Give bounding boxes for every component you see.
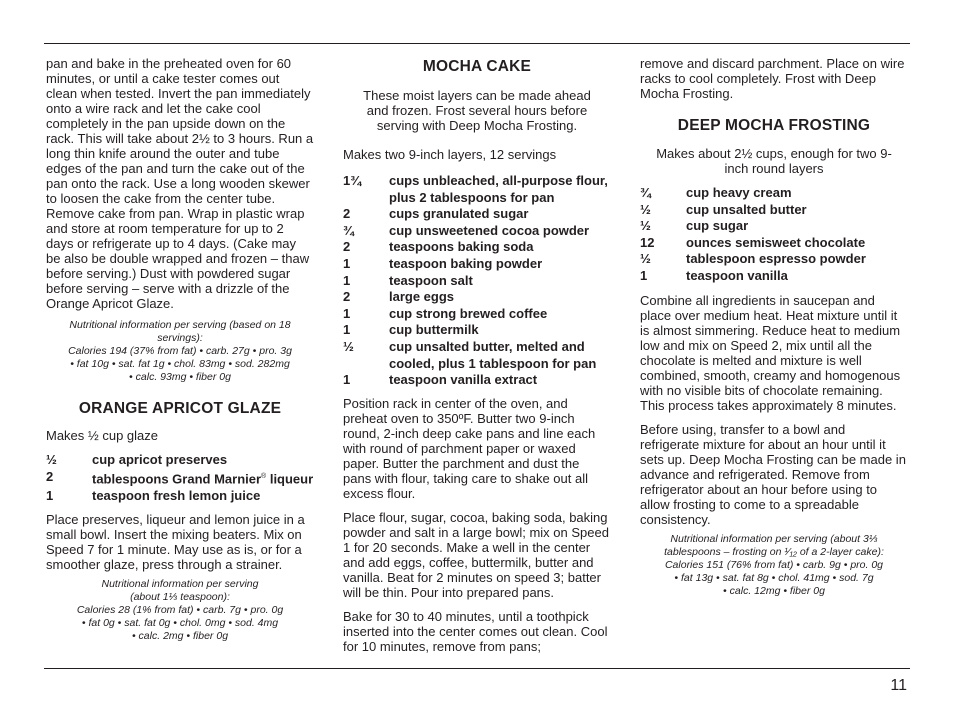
- ingredient-item: teaspoon fresh lemon juice: [92, 487, 261, 503]
- ingredient-item: cups unbleached, all-purpose flour, plus 2 tablespoons for pan: [389, 173, 608, 205]
- mocha-cake-method-2: Place flour, sugar, cocoa, baking soda, baking powder and salt in a large bowl; mix on Speed 1 for 20 seconds. Make a well in the center and add eggs, coffee, buttermilk, butter and vanilla. Beat for 2 minutes on speed 3; batter will be thin. Pour into prepared pans.: [343, 509, 609, 600]
- cake-method-continued: pan and bake in the preheated oven for 60 minutes, or until a cake tester comes out clean when tested. Invert the pan immediately onto a wire rack and let the cake cool completely in the pan upside down on the rack. This will take about 2½ to 3 hours. Run a long thin knife around the outer and tube edges of the pan and turn the cake out of the pan onto the rack. Use a long wooden skewer to loosen the cake from the center tube. Remove cake from pan. Wrap in plastic wrap and store at room temperature for up to 2 days or refrigerate up to 4 days. (Cake may be also be double wrapped and frozen – thaw before serving.) Dust with powdered sugar before serving – serve with a drizzle of the Orange Apricot Glaze.: [46, 56, 314, 311]
- glaze-title: ORANGE APRICOT GLAZE: [78, 400, 282, 417]
- mocha-cake-makes: Makes two 9-inch layers, 12 servings: [343, 147, 557, 162]
- ingredient-item: ounces semisweet chocolate: [686, 234, 866, 250]
- mocha-cake-ingredients: [343, 173, 611, 389]
- glaze-nutrition: Nutritional information per serving (about 1⅓ teaspoon): Calories 28 (1% from fat) • carb. 7g • pro. 0g • fat 0g • sat. fat 0g • chol. 0mg • sod. 4mg • calc. 2mg • fiber 0g: [76, 578, 284, 643]
- glaze-ingredients: [46, 452, 314, 504]
- ingredient-row: [46, 469, 314, 488]
- top-rule: [44, 43, 910, 44]
- ingredient-item: teaspoon vanilla: [686, 267, 788, 283]
- ingredient-row: [46, 452, 314, 469]
- ingredient-item: cup apricot preserves: [92, 452, 228, 467]
- ingredient-item: cup heavy cream: [686, 185, 792, 200]
- ingredient-row: [343, 223, 611, 240]
- ingredient-row: [343, 173, 611, 206]
- ingredient-item: teaspoon baking powder: [389, 255, 543, 271]
- ingredient-row: [343, 206, 611, 223]
- ingredient-item: cup unsweetened cocoa powder: [389, 222, 590, 238]
- cake-nutrition: Nutritional information per serving (based on 18 servings): Calories 194 (37% from fat) • carb. 27g • pro. 3g • fat 10g • sat. fat 1g • chol. 83mg • sod. 282mg • calc. 93mg • fiber 0g: [68, 319, 292, 383]
- ingredient-row: [640, 202, 908, 219]
- mocha-cake-method-continued: remove and discard parchment. Place on wire racks to cool completely. Frost with Deep Mocha Frosting.: [640, 56, 905, 101]
- mocha-cake-intro: These moist layers can be made ahead and frozen. Frost several hours before serving with Deep Mocha Frosting.: [363, 88, 591, 133]
- ingredient-qty: 1: [46, 487, 54, 503]
- ingredient-qty: ½: [640, 218, 651, 234]
- ingredient-row: [343, 322, 611, 339]
- frosting-method-1: Combine all ingredients in saucepan and place over medium heat. Heat mixture until it is almost simmering. Reduce heat to medium low and mix on Speed 2, mix until all the chocolate is melted and mixture is well combined, smooth, creamy and homogenous with no visible bits of chocolate remaining. This process takes approximately 8 minutes.: [640, 292, 901, 413]
- ingredient-qty: 2: [343, 239, 351, 255]
- ingredient-qty: 1: [343, 322, 351, 338]
- ingredient-qty: 2: [343, 289, 351, 305]
- ingredient-row: [343, 306, 611, 323]
- ingredient-qty: 2: [343, 206, 351, 222]
- ingredient-qty: 1¾: [343, 173, 362, 188]
- ingredient-item: tablespoon espresso powder: [686, 251, 866, 267]
- ingredient-row: [640, 268, 908, 285]
- ingredient-row: [640, 185, 908, 202]
- frosting-method-2: Before using, transfer to a bowl and refrigerate mixture for about an hour until it sets up. Deep Mocha Frosting can be made in advance and refrigerated. Remove from refrigerator about an hour before using to allow frosting to come to a spreadable consistency.: [640, 421, 906, 527]
- ingredient-row: [640, 235, 908, 252]
- ingredient-item: large eggs: [389, 289, 455, 305]
- ingredient-qty: ½: [640, 201, 651, 217]
- ingredient-item: cup buttermilk: [389, 322, 479, 338]
- ingredient-item: cup strong brewed coffee: [389, 305, 548, 321]
- registered-mark: ®: [261, 472, 267, 480]
- column-1: [46, 56, 314, 643]
- glaze-method: Place preserves, liqueur and lemon juice in a small bowl. Insert the mixing beaters. Mix on Speed 7 for 1 minute. May use as is, or for a smoother glaze, press through a strainer.: [46, 512, 305, 573]
- mocha-cake-method-1: Position rack in center of the oven, and preheat oven to 350ºF. Butter two 9-inch round, 2-inch deep cake pans and line each with round of parchment paper or waxed paper. Butter the parchment and dust the pans with flour, taking care to shake out all excess flour.: [343, 395, 596, 501]
- column-3: [640, 56, 908, 598]
- ingredient-row: [343, 273, 611, 290]
- ingredient-item: tablespoons Grand Marnier® liqueur: [92, 470, 314, 486]
- mocha-cake-method-3: Bake for 30 to 40 minutes, until a toothpick inserted into the center comes out clean. Cool for 10 minutes, remove from pans;: [343, 608, 608, 654]
- frosting-title: DEEP MOCHA FROSTING: [677, 117, 871, 134]
- page-number: 11: [890, 677, 907, 694]
- ingredient-qty: 1: [343, 272, 351, 288]
- glaze-makes: Makes ½ cup glaze: [46, 428, 159, 443]
- ingredient-row: [640, 251, 908, 268]
- ingredient-row: [640, 218, 908, 235]
- ingredient-qty: 1: [343, 305, 351, 321]
- ingredient-item: cup sugar: [686, 218, 749, 234]
- ingredient-qty: 1: [343, 255, 351, 271]
- ingredient-row: [46, 488, 314, 505]
- ingredient-qty: 2: [46, 468, 54, 484]
- ingredient-row: [343, 339, 611, 372]
- frosting-nutrition: Nutritional information per serving (about 3⅓ tablespoons – frosting on ¹⁄₁₂ of a 2-layer cake): Calories 151 (76% from fat) • carb. 9g • pro. 0g • fat 13g • sat. fat 8g • chol. 41mg • sod. 7g • calc. 12mg • fiber 0g: [664, 532, 884, 597]
- ingredient-row: [343, 256, 611, 273]
- ingredient-qty: ½: [640, 251, 651, 267]
- ingredient-qty: 1: [343, 372, 351, 388]
- ingredient-row: [343, 239, 611, 256]
- ingredient-qty: 1: [640, 267, 648, 283]
- ingredient-qty: 12: [640, 234, 655, 250]
- ingredient-item: teaspoon vanilla extract: [389, 372, 538, 388]
- ingredient-row: [343, 372, 611, 389]
- bottom-rule: [44, 668, 910, 669]
- ingredient-qty: ¾: [343, 222, 354, 238]
- ingredient-row: [343, 289, 611, 306]
- ingredient-qty: ½: [46, 452, 57, 467]
- ingredient-item: cup unsalted butter, melted and cooled, plus 1 tablespoon for pan: [389, 338, 597, 371]
- frosting-makes: Makes about 2½ cups, enough for two 9-inch round layers: [656, 146, 892, 176]
- ingredient-item: cups granulated sugar: [389, 206, 529, 222]
- column-2: [343, 56, 611, 663]
- mocha-cake-title: MOCHA CAKE: [422, 58, 532, 75]
- ingredient-qty: ¾: [640, 185, 651, 200]
- ingredient-item: teaspoons baking soda: [389, 239, 534, 255]
- frosting-ingredients: [640, 185, 908, 285]
- ingredient-qty: ½: [343, 338, 354, 354]
- ingredient-item: teaspoon salt: [389, 272, 473, 288]
- ingredient-item: cup unsalted butter: [686, 201, 807, 217]
